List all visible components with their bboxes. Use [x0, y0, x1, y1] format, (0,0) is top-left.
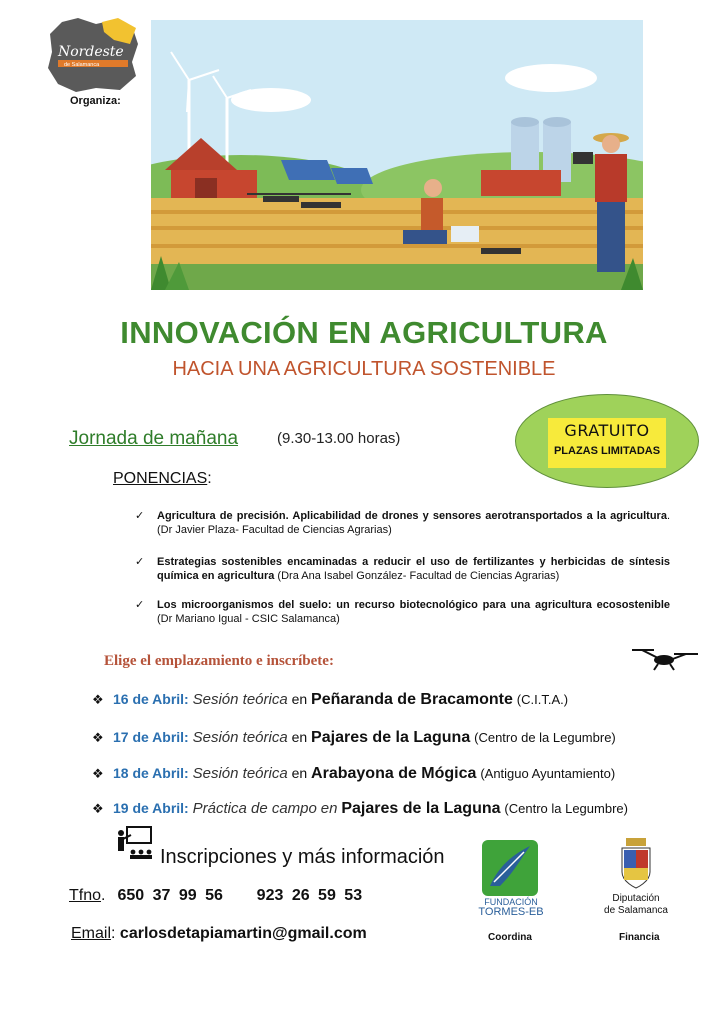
talk-item — [135, 555, 670, 583]
session-prep: en — [291, 691, 308, 707]
fundacion-tormes-logo — [480, 838, 540, 898]
subtitle: HACIA UNA AGRICULTURA SOSTENIBLE — [172, 358, 556, 380]
session-date: 19 de Abril: — [113, 800, 189, 816]
talk-item — [135, 598, 670, 626]
checkmark-icon: ✓ — [135, 556, 145, 568]
financia-label: Financia — [619, 932, 660, 943]
session-place: Pajares de la Laguna — [311, 729, 471, 746]
session-item — [92, 729, 616, 747]
session-date: 18 de Abril: — [113, 765, 189, 781]
email-link[interactable]: carlosdetapiamartin@gmail.com — [119, 925, 367, 942]
checkmark-icon: ✓ — [135, 599, 145, 611]
elige-heading: Elige el emplazamiento e inscríbete: — [104, 653, 334, 669]
session-note: (C.I.T.A.) — [516, 692, 569, 707]
coordina-label: Coordina — [488, 932, 532, 943]
phone-line — [69, 887, 362, 905]
diput-line1: Diputación — [612, 893, 660, 904]
ponencias-heading — [113, 470, 212, 488]
ponencias-heading-text: PONENCIAS — [113, 470, 208, 487]
main-title: INNOVACIÓN EN AGRICULTURA — [120, 315, 608, 350]
organiza-label: Organiza: — [70, 95, 121, 107]
diamond-bullet-icon: ❖ — [92, 692, 104, 707]
tormes-line2: TORMES-EB — [478, 906, 544, 918]
logo-text: Nordeste — [58, 44, 124, 60]
phone-dot: . — [101, 887, 106, 904]
diputacion-crest-icon — [618, 836, 654, 890]
jornada-time: (9.30-13.00 horas) — [277, 430, 401, 447]
talk-title: Los microorganismos del suelo: un recurso biotecnológico para una agricultura ecosostenible — [157, 599, 670, 611]
inscripciones-heading: Inscripciones y más información — [160, 846, 445, 868]
session-prep: en — [291, 765, 308, 781]
session-mode: Práctica de campo — [192, 800, 317, 817]
session-mode: Sesión teórica — [192, 729, 288, 746]
email-colon: : — [111, 925, 116, 942]
teacher-icon — [115, 825, 155, 861]
email-line — [71, 925, 367, 943]
diput-line2: de Salamanca — [604, 905, 668, 916]
talk-speaker: (Dra Ana Isabel González- Facultad de Ciencias Agrarias) — [274, 570, 560, 582]
checkmark-icon: ✓ — [135, 510, 145, 522]
talk-speaker: . (Dr Javier Plaza- Facultad de Ciencias Agrarias) — [157, 510, 670, 536]
phone-numbers[interactable]: 650 37 99 56 923 26 59 53 — [117, 887, 363, 904]
session-item — [92, 800, 628, 818]
logo-subtext: de Salamanca — [64, 62, 100, 68]
diputacion-text — [598, 893, 674, 917]
talk-item — [135, 509, 670, 537]
session-mode: Sesión teórica — [192, 765, 288, 782]
tormes-line1: FUNDACIÓN — [484, 897, 538, 907]
session-place: Pajares de la Laguna — [341, 800, 501, 817]
talk-title: Agricultura de precisión. Aplicabilidad de drones y sensores aerotransportados a la agricultura — [157, 510, 667, 522]
session-date: 16 de Abril: — [113, 691, 189, 707]
session-item — [92, 765, 615, 783]
session-note: (Antiguo Ayuntamiento) — [480, 766, 616, 781]
session-item — [92, 691, 568, 709]
plazas-limitadas-label: PLAZAS LIMITADAS — [553, 445, 661, 457]
diamond-bullet-icon: ❖ — [92, 766, 104, 781]
session-prep: en — [320, 800, 338, 817]
session-place: Arabayona de Mógica — [311, 765, 477, 782]
talk-title: Estrategias sostenibles encaminadas a reducir el uso de fertilizantes y herbicidas de síntesis química en agricultura — [157, 556, 670, 582]
gratuito-label: GRATUITO — [564, 421, 650, 440]
phone-label: Tfno — [69, 887, 102, 904]
drone-icon — [628, 640, 700, 676]
session-note: (Centro la Legumbre) — [504, 801, 628, 816]
diamond-bullet-icon: ❖ — [92, 801, 104, 816]
ponencias-colon: : — [207, 470, 212, 487]
session-note: (Centro de la Legumbre) — [474, 730, 616, 745]
email-label: Email — [71, 925, 112, 942]
tormes-text — [466, 897, 556, 917]
talk-speaker: (Dr Mariano Igual - CSIC Salamanca) — [157, 613, 340, 625]
session-place: Peñaranda de Bracamonte — [311, 691, 513, 708]
diamond-bullet-icon: ❖ — [92, 730, 104, 745]
session-date: 17 de Abril: — [113, 729, 189, 745]
jornada-label: Jornada de mañana — [69, 428, 239, 449]
nordeste-logo — [44, 16, 140, 94]
session-prep: en — [291, 729, 308, 745]
session-mode: Sesión teórica — [192, 691, 288, 708]
hero-illustration — [151, 20, 643, 290]
